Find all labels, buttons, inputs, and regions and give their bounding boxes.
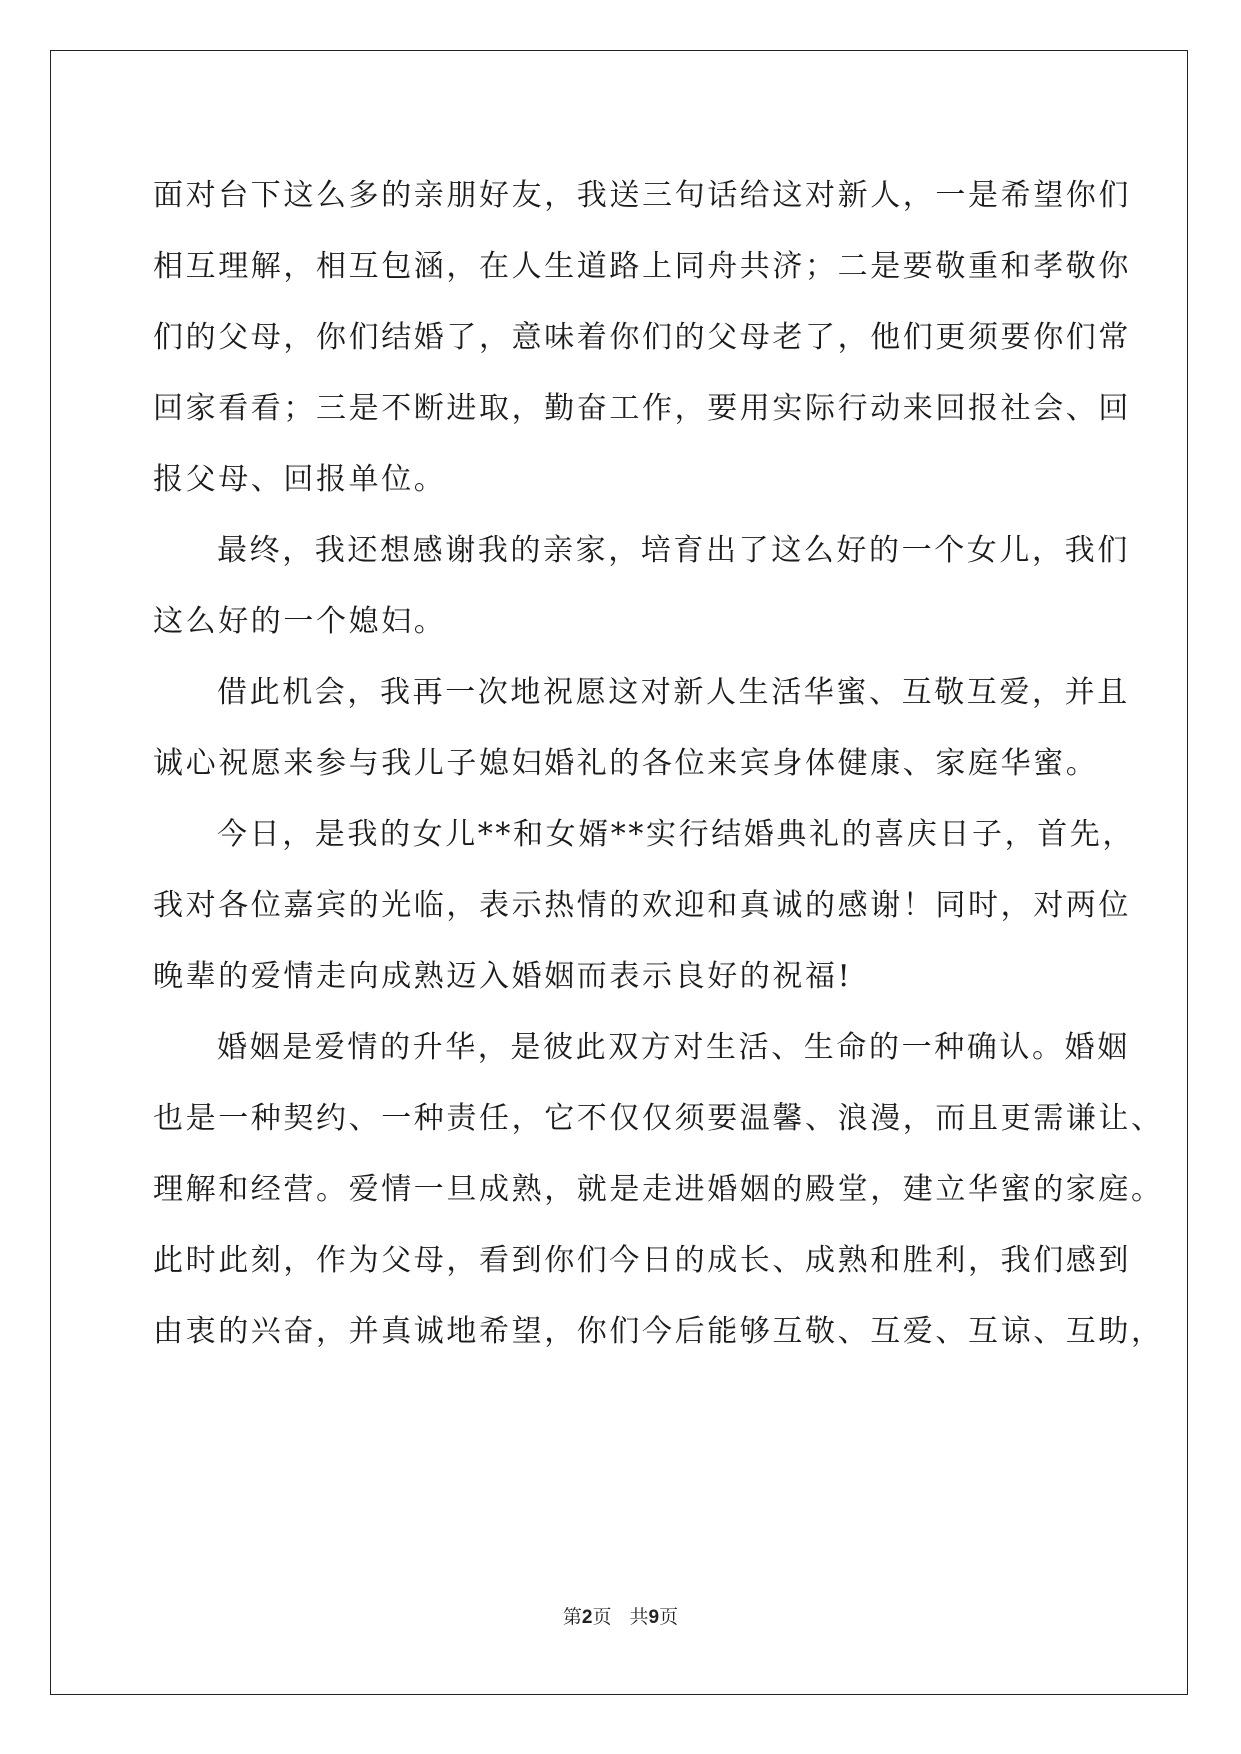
text-line: 由衷的兴奋，并真诚地希望，你们今后能够互敬、互爱、互谅、互助， xyxy=(153,1314,1164,1349)
page-total-prefix: 共 xyxy=(629,1606,649,1628)
text-line: 诚心祝愿来参与我儿子媳妇婚礼的各位来宾身体健康、家庭华蜜。 xyxy=(153,746,1099,781)
text-line: 相互理解，相互包涵，在人生道路上同舟共济；二是要敬重和孝敬你 xyxy=(153,249,1131,284)
page-number-suffix: 页 xyxy=(592,1606,612,1628)
page-number-prefix: 第 xyxy=(562,1606,582,1628)
paragraph-start-line: 最终，我还想感谢我的亲家，培育出了这么好的一个女儿，我们 xyxy=(217,533,1130,568)
paragraph-start-line: 婚姻是爱情的升华，是彼此双方对生活、生命的一种确认。婚姻 xyxy=(217,1030,1130,1065)
page-number-total: 9 xyxy=(648,1607,660,1628)
text-line: 此时此刻，作为父母，看到你们今日的成长、成熟和胜利，我们感到 xyxy=(153,1243,1131,1278)
text-line: 们的父母，你们结婚了，意味着你们的父母老了，他们更须要你们常 xyxy=(153,320,1131,355)
page-total-suffix: 页 xyxy=(659,1606,679,1628)
text-line: 晚辈的爱情走向成熟迈入婚姻而表示良好的祝福! xyxy=(153,959,853,994)
page-number-current: 2 xyxy=(581,1607,593,1628)
text-line: 理解和经营。爱情一旦成熟，就是走进婚姻的殿堂，建立华蜜的家庭。 xyxy=(153,1172,1164,1207)
text-line: 面对台下这么多的亲朋好友，我送三句话给这对新人，一是希望你们 xyxy=(153,178,1131,213)
page-footer xyxy=(0,1602,1241,1629)
text-line: 这么好的一个媳妇。 xyxy=(153,604,447,639)
paragraph-start-line: 借此机会，我再一次地祝愿这对新人生活华蜜、互敬互爱，并且 xyxy=(217,675,1130,710)
paragraph-start-line: 今日，是我的女儿**和女婿**实行结婚典礼的喜庆日子，首先， xyxy=(217,817,1135,852)
document-body xyxy=(153,160,1164,1367)
text-line: 报父母、回报单位。 xyxy=(153,462,447,497)
text-line: 回家看看；三是不断进取，勤奋工作，要用实际行动来回报社会、回 xyxy=(153,391,1131,426)
text-line: 我对各位嘉宾的光临，表示热情的欢迎和真诚的感谢！同时，对两位 xyxy=(153,888,1131,923)
text-line: 也是一种契约、一种责任，它不仅仅须要温馨、浪漫，而且更需谦让、 xyxy=(153,1101,1164,1136)
